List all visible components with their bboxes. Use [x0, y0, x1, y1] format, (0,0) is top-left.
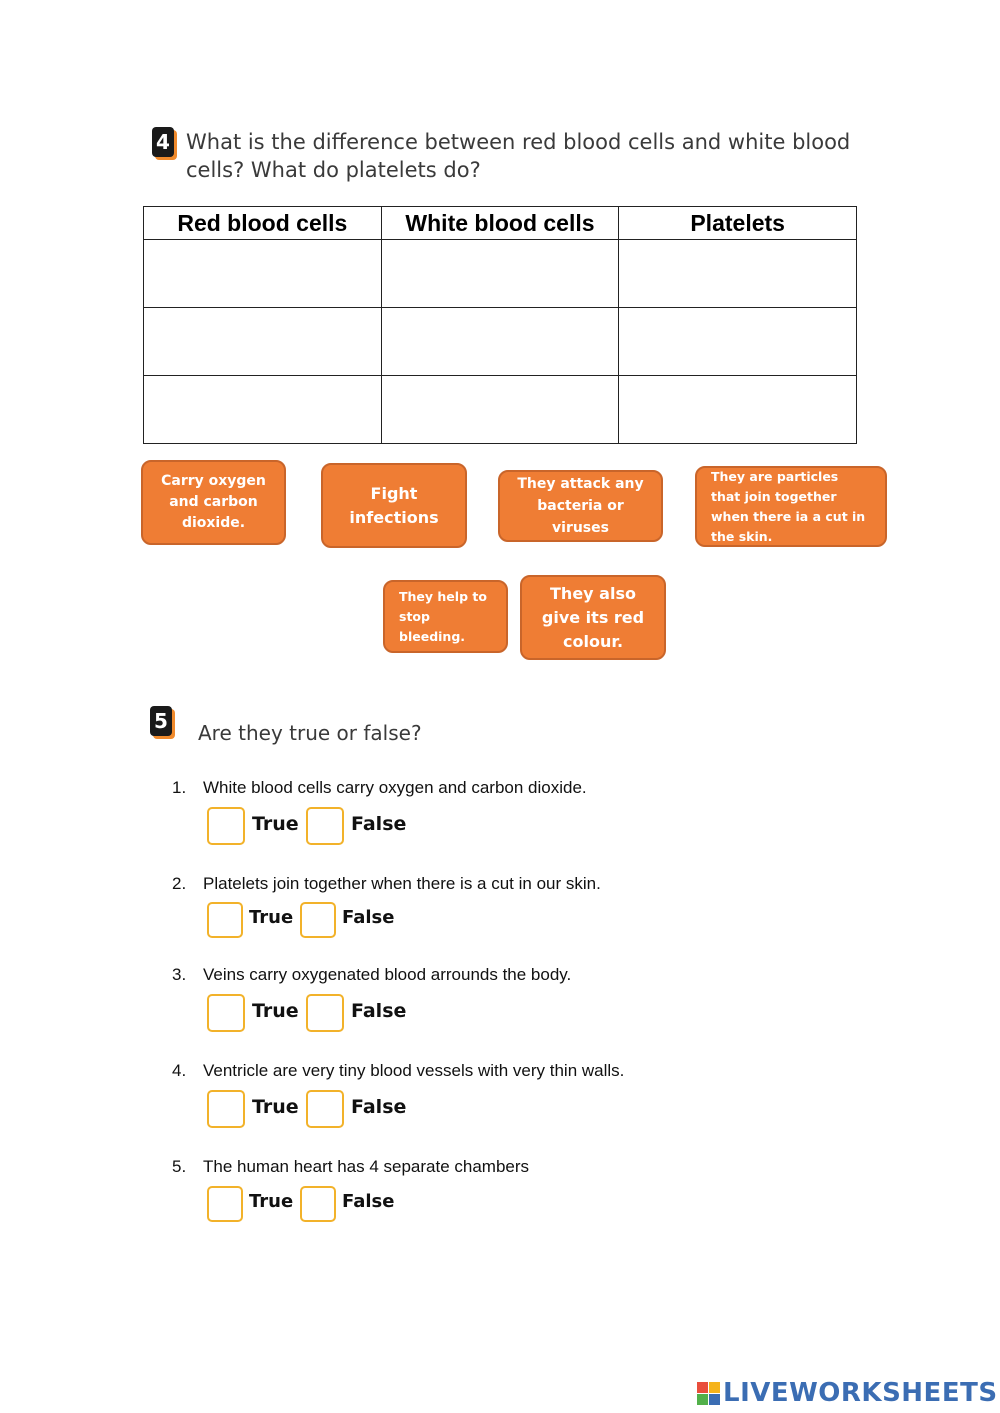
true-label-1: True — [252, 813, 299, 835]
blood-cells-table — [143, 206, 857, 444]
answer-card-red-colour[interactable]: They also give its red colour. — [520, 575, 666, 660]
drop-cell-white-3[interactable] — [381, 376, 619, 444]
question-5-number: 5 — [150, 706, 172, 736]
answer-card-stop-bleeding[interactable]: They help to stop bleeding. — [383, 580, 508, 653]
answer-card-fight-infections[interactable]: Fight infections — [321, 463, 467, 548]
true-checkbox-5[interactable] — [207, 1186, 243, 1222]
false-checkbox-1[interactable] — [306, 807, 344, 845]
question-4-number: 4 — [152, 127, 174, 157]
statement-number: 3. — [172, 965, 187, 984]
true-checkbox-4[interactable] — [207, 1090, 245, 1128]
false-checkbox-5[interactable] — [300, 1186, 336, 1222]
true-label-4: True — [252, 1096, 299, 1118]
drop-cell-platelets-3[interactable] — [619, 376, 857, 444]
logo-text: LIVEWORKSHEETS — [723, 1378, 998, 1408]
statement-number: 1. — [172, 778, 187, 797]
statement-1 — [172, 778, 587, 798]
true-label-3: True — [252, 1000, 299, 1022]
drop-cell-platelets-2[interactable] — [619, 308, 857, 376]
header-white-blood-cells: White blood cells — [381, 207, 619, 240]
liveworksheets-logo — [697, 1376, 998, 1410]
statement-2 — [172, 874, 601, 894]
header-red-blood-cells: Red blood cells — [144, 207, 382, 240]
true-checkbox-1[interactable] — [207, 807, 245, 845]
statement-3 — [172, 965, 571, 985]
false-checkbox-4[interactable] — [306, 1090, 344, 1128]
table-header-row — [144, 207, 857, 240]
false-label-1: False — [351, 813, 407, 835]
false-checkbox-2[interactable] — [300, 902, 336, 938]
statement-number: 4. — [172, 1061, 187, 1080]
drop-cell-white-2[interactable] — [381, 308, 619, 376]
drop-cell-red-3[interactable] — [144, 376, 382, 444]
false-checkbox-3[interactable] — [306, 994, 344, 1032]
drop-cell-platelets-1[interactable] — [619, 240, 857, 308]
answer-card-attack-bacteria[interactable]: They attack any bacteria or viruses — [498, 470, 663, 542]
answer-card-carry-oxygen[interactable]: Carry oxygen and carbon dioxide. — [141, 460, 286, 545]
drop-cell-red-1[interactable] — [144, 240, 382, 308]
false-label-3: False — [351, 1000, 407, 1022]
false-label-2: False — [342, 907, 395, 928]
true-checkbox-3[interactable] — [207, 994, 245, 1032]
statement-number: 2. — [172, 874, 187, 893]
true-label-2: True — [249, 907, 294, 928]
statement-number: 5. — [172, 1157, 187, 1176]
drop-cell-red-2[interactable] — [144, 308, 382, 376]
statement-text: The human heart has 4 separate chambers — [203, 1157, 530, 1176]
statement-text: Veins carry oxygenated blood arrounds the body. — [203, 965, 572, 984]
false-label-4: False — [351, 1096, 407, 1118]
question-5-text: Are they true or false? — [198, 721, 422, 745]
table-row — [144, 240, 857, 308]
true-checkbox-2[interactable] — [207, 902, 243, 938]
statement-text: Platelets join together when there is a cut in our skin. — [203, 874, 601, 893]
table-row — [144, 308, 857, 376]
table-row — [144, 376, 857, 444]
drop-cell-white-1[interactable] — [381, 240, 619, 308]
statement-4 — [172, 1061, 624, 1081]
logo-icon — [697, 1382, 720, 1405]
statement-text: Ventricle are very tiny blood vessels with very thin walls. — [203, 1061, 625, 1080]
statement-text: White blood cells carry oxygen and carbon dioxide. — [203, 778, 587, 797]
false-label-5: False — [342, 1191, 395, 1212]
true-label-5: True — [249, 1191, 294, 1212]
question-4-text: What is the difference between red blood cells and white blood cells? What do platelets do? — [186, 130, 851, 182]
statement-5 — [172, 1157, 529, 1177]
answer-card-particles[interactable]: They are particles that join together when there ia a cut in the skin. — [695, 466, 887, 547]
header-platelets: Platelets — [619, 207, 857, 240]
